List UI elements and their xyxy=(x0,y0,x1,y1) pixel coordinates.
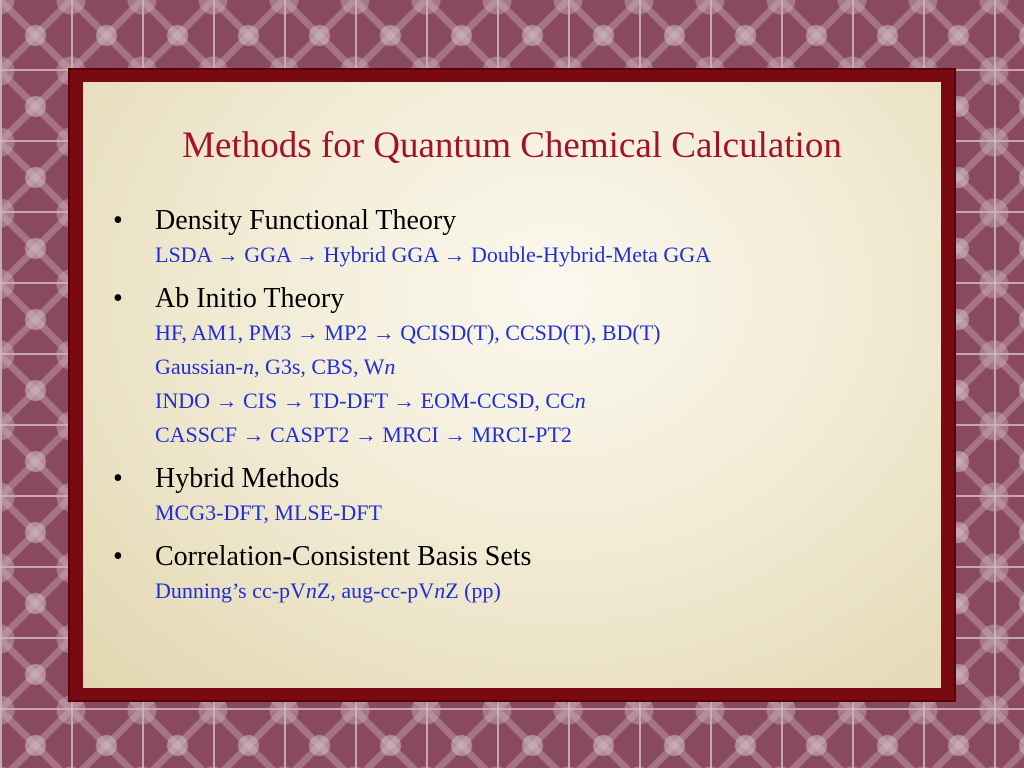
method-line: MCG3-DFT, MLSE-DFT xyxy=(155,500,382,525)
bullet-ab-initio xyxy=(113,282,921,452)
bullet-heading: Density Functional Theory xyxy=(155,205,457,236)
method-line: HF, AM1, PM3 → MP2 → QCISD(T), CCSD(T), BD(T) xyxy=(155,320,661,345)
bullet-dot: • xyxy=(113,205,123,236)
bullet-heading: Correlation-Consistent Basis Sets xyxy=(155,541,532,572)
method-line: Gaussian-n, G3s, CBS, Wn xyxy=(155,354,396,379)
bullet-dot: • xyxy=(113,541,123,572)
bullet-basis-sets xyxy=(113,540,921,608)
bullet-dot: • xyxy=(113,463,123,494)
bullet-list xyxy=(113,204,921,618)
bullet-heading: Ab Initio Theory xyxy=(155,283,345,314)
slide-frame xyxy=(70,70,954,700)
method-line: CASSCF → CASPT2 → MRCI → MRCI-PT2 xyxy=(155,422,572,447)
method-line: LSDA → GGA → Hybrid GGA → Double-Hybrid-Meta GGA xyxy=(155,242,712,267)
slide-title: Methods for Quantum Chemical Calculation xyxy=(182,125,842,166)
bullet-dft xyxy=(113,204,921,272)
method-line: Dunning’s cc-pVnZ, aug-cc-pVnZ (pp) xyxy=(155,578,501,603)
method-line: INDO → CIS → TD-DFT → EOM-CCSD, CCn xyxy=(155,388,586,413)
bullet-dot: • xyxy=(113,283,123,314)
slide-panel xyxy=(83,82,941,688)
bullet-hybrid xyxy=(113,462,921,530)
bullet-heading: Hybrid Methods xyxy=(155,463,340,494)
